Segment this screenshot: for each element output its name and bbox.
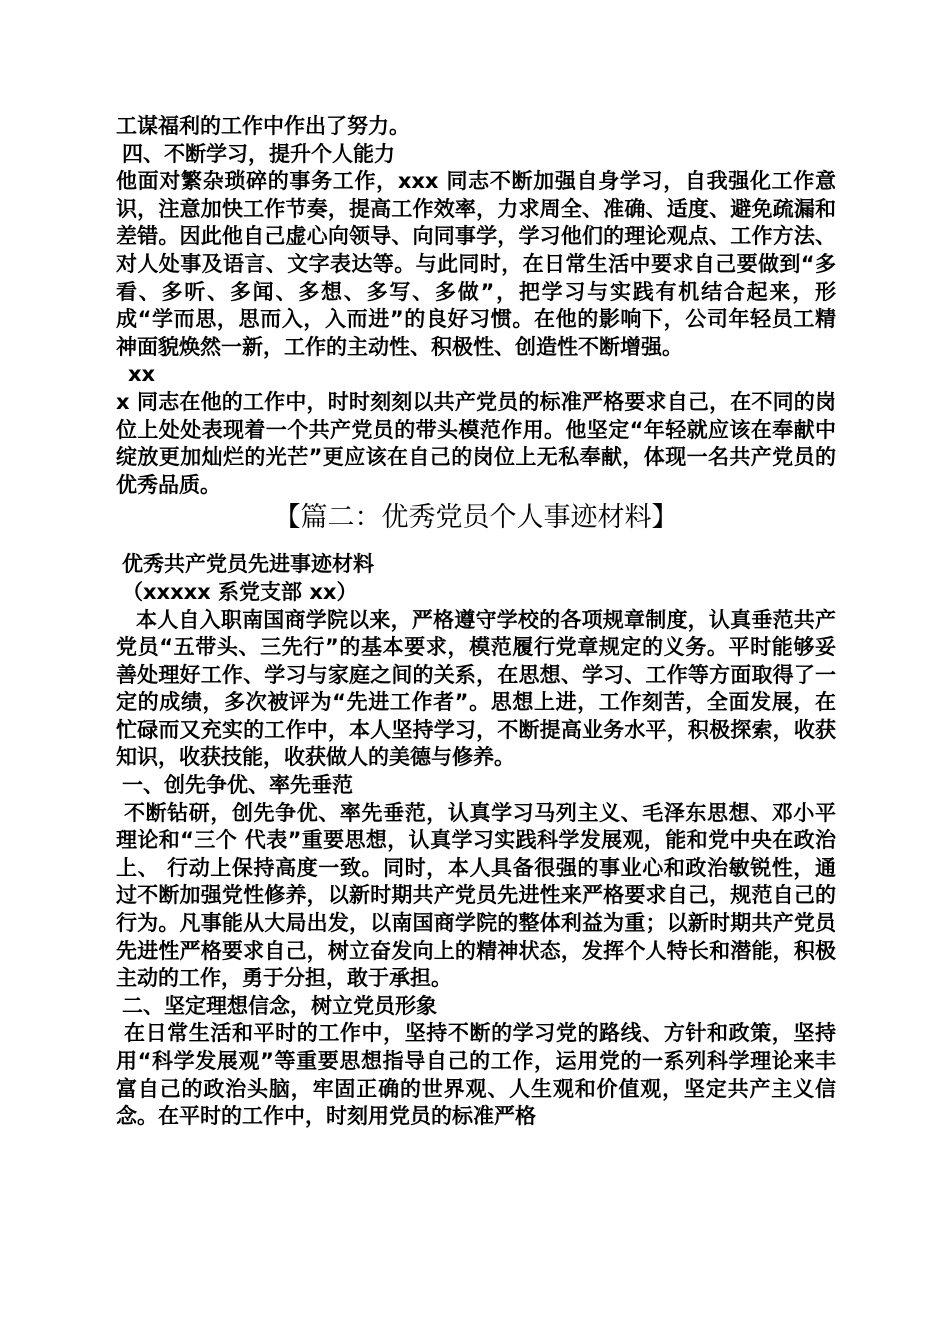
paragraph-intro: 本人自入职南国商学院以来，严格遵守学校的各项规章制度，认真垂范共产党员“五带头、三先行”的基本要求，模范履行党章规定的义务。平时能够妥善处理好工作、学习与家庭之间的关系，在思想、学习、工作等方面取得了一定的成绩，多次被评为“先进工作者”。思想上进，工作刻苦，全面发展，在忙碌而又充实的工作中，本人坚持学习，不断提高业务水平，积极探索，收获知识，收获技能，收获做人的美德与修养。 bbox=[116, 607, 836, 770]
section-heading-4: 四、不断学习，提升个人能力 bbox=[122, 141, 395, 166]
name-label: xx bbox=[128, 362, 156, 387]
continued-line: 工谋福利的工作中作出了努力。 bbox=[116, 114, 410, 138]
paragraph-2: 在日常生活和平时的工作中，坚持不断的学习党的路线、方针和政策，坚持用“科学发展观”等重要思想指导自己的工作，运用党的一系列科学理论来丰富自己的政治头脑，牢固正确的世界观、人生观和价值观，坚定共产主义信念。在平时的工作中，时刻用党员的标准严格 bbox=[116, 1021, 836, 1129]
paragraph-closing: x 同志在他的工作中，时时刻刻以共产党员的标准严格要求自己，在不同的岗位上处处表现着一个共产党员的带头模范作用。他坚定“年轻就应该在奉献中绽放更加灿烂的光芒”更应该在自己的岗位上无私奉献，体现一名共产党员的优秀品质。 bbox=[116, 389, 836, 497]
paragraph-learning: 他面对繁杂琐碎的事务工作，xxx 同志不断加强自身学习，自我强化工作意识，注意加快工作节奏，提高工作效率，力求周全、准确、适度、避免疏漏和差错。因此他自己虚心向领导、向同事学，学习他们的理论观点、工作方法、对人处事及语言、文字表达等。与此同时，在日常生活中要求自己要做到“多看、多听、多闻、多想、多写、多做”，把学习与实践有机结合起来，形成“学而思，思而入，入而进”的良好习惯。在他的影响下，公司年轻员工精神面貌焕然一新，工作的主动性、积极性、创造性不断增强。 bbox=[116, 169, 836, 359]
part-title: 【篇二：优秀党员个人事迹材料】 bbox=[273, 502, 679, 534]
section-heading-2: 二、坚定理想信念，树立党员形象 bbox=[122, 993, 437, 1018]
department-line: （xxxxx 系党支部 xx） bbox=[122, 579, 358, 604]
document-title: 优秀共产党员先进事迹材料 bbox=[122, 552, 374, 577]
document-page bbox=[116, 113, 836, 1131]
section-heading-1: 一、创先争优、率先垂范 bbox=[122, 773, 353, 798]
paragraph-1: 不断钻研，创先争优、率先垂范，认真学习马列主义、毛泽东思想、邓小平理论和“三个 代表”重要思想，认真学习实践科学发展观，能和党中央在政治上、 行动上保持高度一致。同时，本人具备很强的事业心和政治敏锐性，通过不断加强党性修养，以新时期共产党员先进性来严格要求自己，规范自己的行为。凡事能从大局出发，以南国商学院的整体利益为重；以新时期共产党员先进性严格要求自己，树立奋发向上的精神状态，发挥个人特长和潜能，积极主动的工作，勇于分担，敢于承担。 bbox=[116, 800, 836, 991]
